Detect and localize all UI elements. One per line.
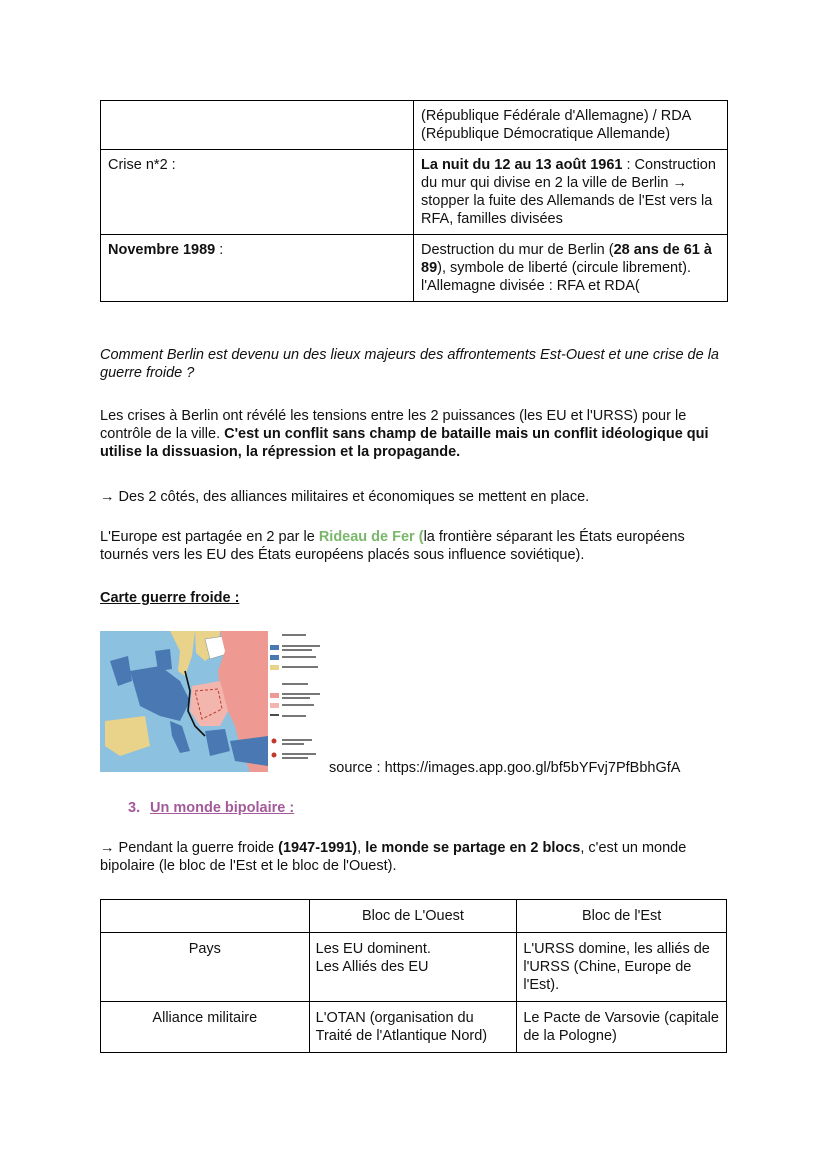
paragraph-bipolaire <box>100 839 730 875</box>
question-text: Comment Berlin est devenu un des lieux majeurs des affrontements Est-Ouest et une crise de la guerre froide ? <box>100 347 719 381</box>
table-cell: L'OTAN (organisation du Traité de l'Atlantique Nord) <box>309 1002 517 1053</box>
table-cell: (République Fédérale d'Allemagne) / RDA (République Démocratique Allemande) <box>414 101 728 150</box>
section-heading <box>128 799 294 817</box>
paragraph-text: , <box>357 840 366 856</box>
table-header-cell <box>101 900 310 933</box>
table-cell: Crise n*2 : <box>101 150 414 235</box>
table-cell <box>101 101 414 150</box>
table-row <box>101 1002 727 1053</box>
paragraph-tensions <box>100 407 730 461</box>
cell-text: ), symbole de liberté (circule librement). l'Allemagne divisée : RFA et RDA( <box>421 260 691 294</box>
date-text: Novembre 1989 <box>108 242 216 258</box>
table-row <box>101 101 728 150</box>
table-cell <box>414 150 728 235</box>
table-row <box>101 150 728 235</box>
map-source-link[interactable]: source : https://images.app.goo.gl/bf5bYFvj7PfBbhGfA <box>329 760 681 776</box>
cell-bold-text: 28 ans de 61 à 89 <box>421 242 712 276</box>
table-cell: Le Pacte de Varsovie (capitale de la Pologne) <box>517 1002 727 1053</box>
table-header-cell: Bloc de l'Est <box>517 900 727 933</box>
blocs-table <box>100 899 727 1053</box>
paragraph-bold-text: le monde se partage en 2 blocs <box>365 840 581 856</box>
rideau-de-fer-term: Rideau de Fer ( <box>318 529 424 545</box>
table-cell: Alliance militaire <box>101 1002 310 1053</box>
table-cell <box>414 235 728 302</box>
cell-text: : Construction du mur qui divise en 2 la ville de Berlin → stopper la fuite des Allemands de l'Est vers la RFA, familles divisées <box>421 157 716 227</box>
paragraph-alliances: → Des 2 côtés, des alliances militaires et économiques se mettent en place. <box>100 489 590 505</box>
map-title: Carte guerre froide : <box>100 590 240 606</box>
table-cell: Les EU dominent. Les Alliés des EU <box>309 933 517 1002</box>
berlin-crises-table <box>100 100 728 302</box>
table-cell <box>101 235 414 302</box>
paragraph-rideau-de-fer <box>100 528 730 564</box>
paragraph-bold-text: (1947-1991) <box>278 840 358 856</box>
cold-war-europe-map <box>100 631 326 772</box>
table-row <box>101 235 728 302</box>
paragraph-text: → Pendant la guerre froide <box>100 840 279 856</box>
paragraph-text: , c'est un monde bipolaire (le bloc de l'Est et le bloc de l'Ouest). <box>100 840 687 874</box>
table-cell: L'URSS domine, les alliés de l'URSS (Chine, Europe de l'Est). <box>517 933 727 1002</box>
paragraph-bold-text: C'est un conflit sans champ de bataille mais un conflit idéologique qui utilise la dissuasion, la répression et la propagande. <box>100 426 709 460</box>
cell-text: Destruction du mur de Berlin ( <box>421 242 614 258</box>
paragraph-text: L'Europe est partagée en 2 par le <box>100 529 319 545</box>
table-cell: Pays <box>101 933 310 1002</box>
section-title: Un monde bipolaire : <box>150 800 295 816</box>
table-row <box>101 933 727 1002</box>
paragraph-text: la frontière séparant les États européens tournés vers les EU des États européens placés sous influence soviétique). <box>100 529 685 563</box>
cell-text: : <box>215 242 224 258</box>
table-header-row <box>101 900 727 933</box>
table-header-cell: Bloc de L'Ouest <box>309 900 517 933</box>
section-number: 3. <box>128 800 141 816</box>
date-text: La nuit du 12 au 13 août 1961 <box>421 157 623 173</box>
paragraph-text: Les crises à Berlin ont révélé les tensions entre les 2 puissances (les EU et l'URSS) pour le contrôle de la ville. <box>100 408 687 442</box>
